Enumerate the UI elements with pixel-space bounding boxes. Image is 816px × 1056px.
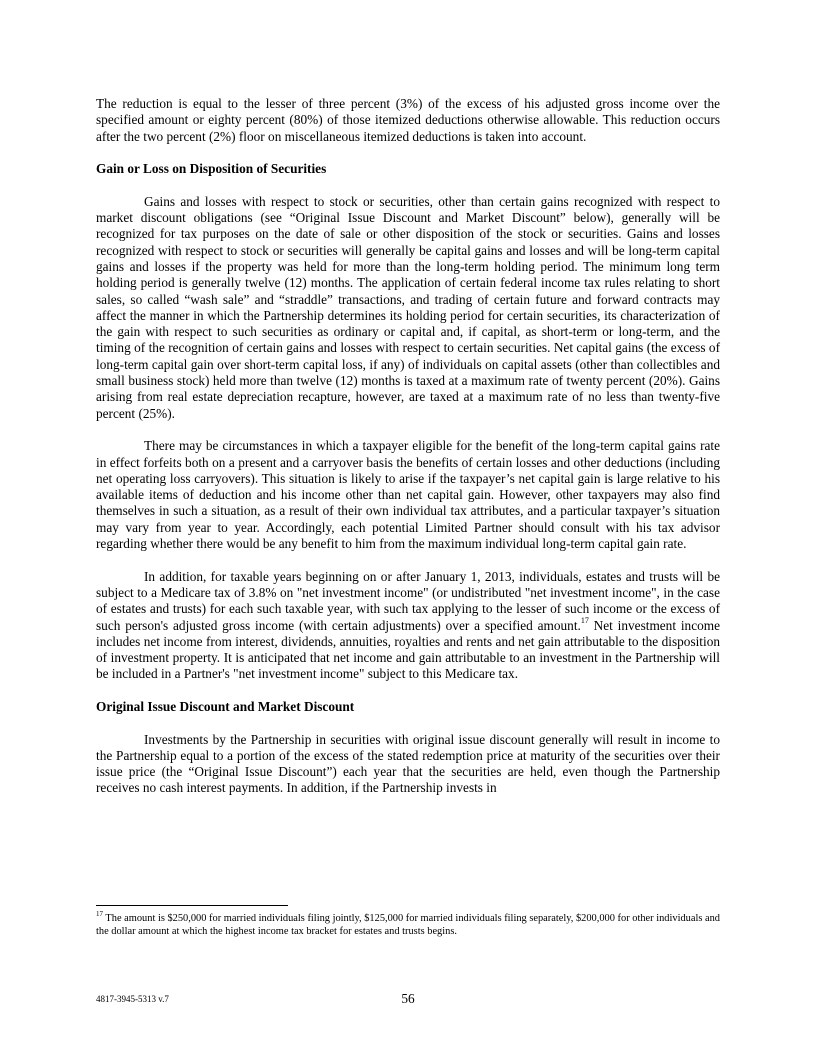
medicare-text-part2: Net investment income includes net income from interest, dividends, annuities, royalties and rents and net gain attributable to the disposition of investment property. It is anticipated that net income and gain attributable to an investment in the Partnership will be included in a Partner's "net investment income" subject to this Medicare tax. xyxy=(96,617,720,682)
document-id: 4817-3945-5313 v.7 xyxy=(96,994,169,1004)
footnote-reference[interactable]: 17 xyxy=(580,616,589,626)
paragraph-investments: Investments by the Partnership in securities with original issue discount generally will result in income to the Partnership equal to a portion of the excess of the stated redemption price at maturity of the securities over their issue price (the “Original Issue Discount”) each year that the securities are held, even though the Partnership receives no cash interest payments. In addition, if the Partnership invests in xyxy=(96,731,720,796)
footnote-text: The amount is $250,000 for married individuals filing jointly, $125,000 for married individuals filing separately, $200,000 for other individuals and the dollar amount at which the highest income tax bracket for estates and trusts begins. xyxy=(96,913,720,937)
paragraph-gains-and-losses: Gains and losses with respect to stock or securities, other than certain gains recognized with respect to market discount obligations (see “Original Issue Discount and Market Discount” below), generally will be recognized for tax purposes on the date of sale or other disposition of the stock or securities. Gains and losses recognized with respect to stock or securities will generally be capital gains and losses and will be long-term capital gains and losses if the property was held for more than the long-term holding period. The minimum long term holding period is generally twelve (12) months. The application of certain federal income tax rules relating to short sales, so called “wash sale” and “straddle” transactions, and trading of certain future and forward contracts may affect the manner in which the Partnership determines its holding period for certain securities, its characterization of the gain with respect to such securities as ordinary or capital and, if capital, as short-term or long-term, and the timing of the recognition of certain gains and losses with respect to certain securities. Net capital gains (the excess of long-term capital gain over short-term capital loss, if any) of individuals on capital assets (other than collectibles and small business stock) held more than twelve (12) months is taxed at a maximum rate of twenty percent (20%). Gains arising from real estate depreciation recapture, however, are taxed at a maximum rate of no less than twenty-five percent (25%). xyxy=(96,193,720,421)
paragraph-medicare-tax xyxy=(96,569,720,683)
heading-original-issue-discount: Original Issue Discount and Market Discount xyxy=(96,698,355,714)
heading-gain-or-loss: Gain or Loss on Disposition of Securities xyxy=(96,161,327,177)
document-body xyxy=(96,96,720,813)
paragraph-reduction: The reduction is equal to the lesser of three percent (3%) of the excess of his adjusted gross income over the specified amount or eighty percent (80%) of those itemized deductions otherwise allowable. This reduction occurs after the two percent (2%) floor on miscellaneous itemized deductions is taken into account. xyxy=(96,96,720,144)
footnote-number: 17 xyxy=(96,909,103,918)
footnote-separator xyxy=(96,905,288,906)
footnote-17 xyxy=(96,909,720,938)
paragraph-circumstances: There may be circumstances in which a taxpayer eligible for the benefit of the long-term capital gains rate in effect forfeits both on a present and a carryover basis the benefits of certain losses and other deductions (including net operating loss carryovers). This situation is likely to arise if the taxpayer’s net capital gain is large relative to his available items of deduction and his income other than net capital gain. However, other taxpayers may also find themselves in such a situation, as a result of their own individual tax attributes, and a particular taxpayer’s situation may vary from year to year. Accordingly, each potential Limited Partner should consult with his tax advisor regarding whether there would be any benefit to him from the maximum individual long-term capital gain rate. xyxy=(96,438,720,552)
medicare-text-part1: In addition, for taxable years beginning on or after January 1, 2013, individuals, estates and trusts will be subject to a Medicare tax of 3.8% on "net investment income" (or undistributed "net investment income", in the case of estates and trusts) for each such taxable year, with such tax applying to the lesser of such income or the excess of such person's adjusted gross income (with certain adjustments) over a specified amount. xyxy=(96,568,720,633)
page-number: 56 xyxy=(401,991,415,1006)
